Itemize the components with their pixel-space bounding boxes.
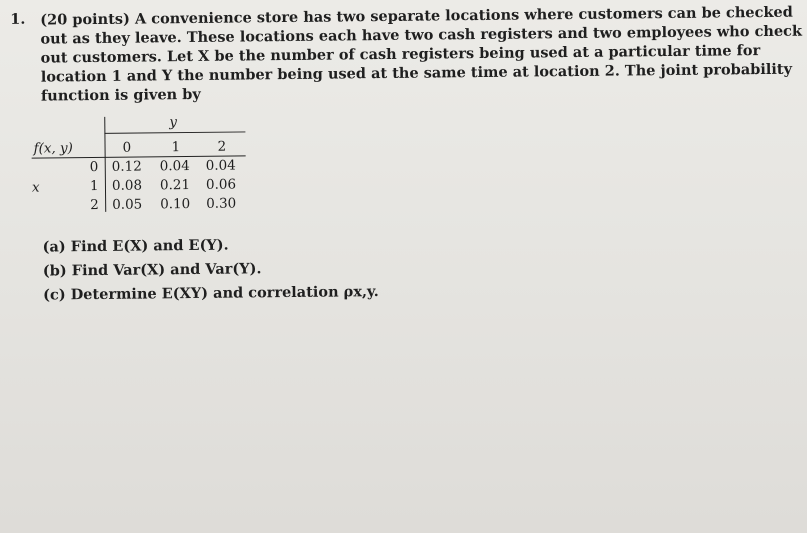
table-cell: 0.06 (205, 176, 237, 193)
table-cell: 0.08 (111, 177, 143, 194)
problem-number: 1. (10, 10, 26, 28)
question-part-c: (c) Determine E(XY) and correlation ρx,y. (43, 283, 379, 304)
problem-statement-line: (20 points) A convenience store has two separate locations where customers can be checked (40, 3, 793, 29)
table-rule-top (104, 131, 245, 134)
table-rule-vertical (104, 117, 106, 212)
question-part-b: (b) Find Var(X) and Var(Y). (42, 260, 262, 280)
row-header: 2 (90, 196, 99, 214)
problem-statement-line: location 1 and Y the number being used at the same time at location 2. The joint probability (40, 60, 793, 86)
function-label: f(x, y) (33, 140, 73, 157)
table-cell: 0.21 (159, 177, 191, 194)
row-header: 0 (89, 158, 99, 176)
table-cell: 0.04 (159, 158, 190, 175)
column-header: 2 (217, 138, 227, 155)
table-cell: 0.04 (205, 157, 236, 174)
table-cell: 0.30 (206, 195, 237, 212)
problem-statement-line: function is given by (40, 85, 201, 105)
question-parts (42, 229, 663, 307)
row-header: 1 (89, 177, 99, 195)
table-cell: 0.12 (111, 158, 142, 175)
table-cell: 0.05 (112, 196, 143, 213)
column-variable-label: y (169, 114, 178, 131)
problem-statement (40, 3, 803, 106)
column-header: 0 (122, 139, 132, 156)
joint-probability-table (31, 113, 272, 216)
problem-statement-line: out as they leave. These locations each have two cash registers and two employees who check (40, 22, 803, 48)
column-header: 1 (171, 139, 181, 156)
row-variable-label: x (31, 179, 40, 196)
table-cell: 0.10 (160, 196, 191, 213)
question-part-a: (a) Find E(X) and E(Y). (42, 236, 229, 256)
problem-statement-line: out customers. Let X be the number of cash registers being used at a particular time for (40, 42, 761, 67)
